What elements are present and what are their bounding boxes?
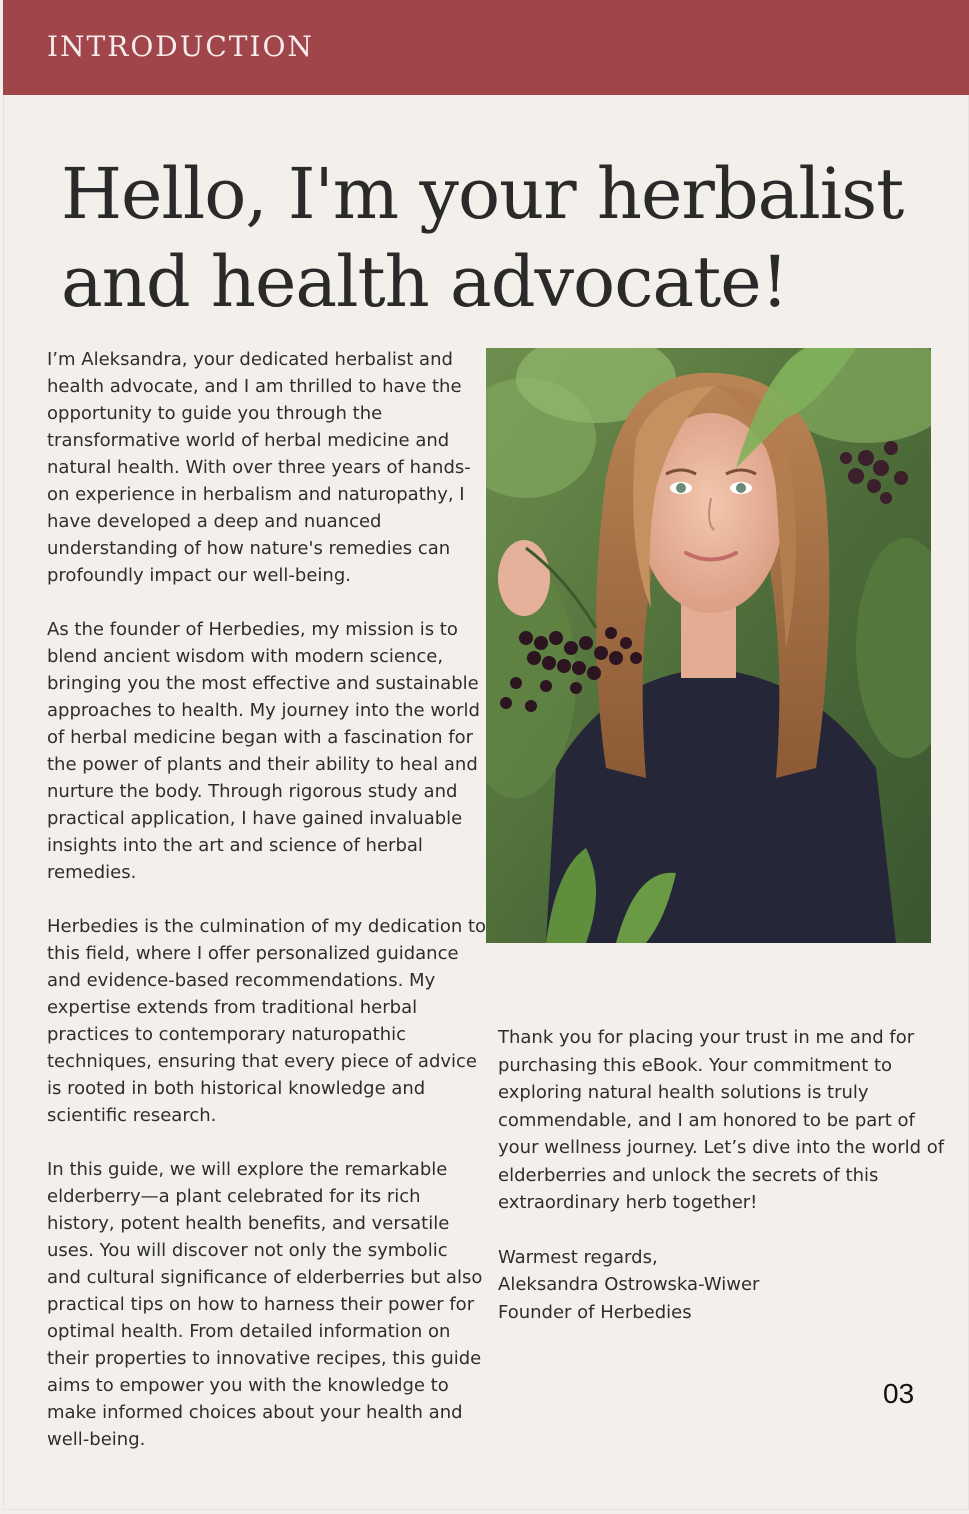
closing-text-column [498,1024,948,1353]
intro-text-column [47,346,487,1480]
page-number: 03 [883,1378,915,1409]
signoff-block [498,1244,948,1327]
thank-you-paragraph: Thank you for placing your trust in me and for purchasing this eBook. Your commitment to exploring natural health solutions is truly commendable, and I am honored to be part of your wellness journey. Let’s dive into the world of elderberries and unlock the secrets of this extraordinary herb together! [498,1027,945,1213]
intro-paragraph-2: As the founder of Herbedies, my mission is to blend ancient wisdom with modern science, bringing you the most effective and sustainable approaches to health. My journey into the world of herbal medicine began with a fascination for the power of plants and their ability to heal and nurture the body. Through rigorous study and practical application, I have gained invaluable insights into the art and science of herbal remedies. [47,619,480,883]
author-role: Founder of Herbedies [498,1301,692,1323]
intro-paragraph-4: In this guide, we will explore the remarkable elderberry—a plant celebrated for its rich history, potent health benefits, and versatile uses. You will discover not only the symbolic and cultural significance of elderberries but also practical tips on how to harness their power for optimal health. From detailed information on their properties to innovative recipes, this guide aims to empower you with the knowledge to make informed choices about your health and well-being. [47,1159,483,1450]
intro-paragraph-3: Herbedies is the culmination of my dedication to this field, where I offer personalized guidance and evidence-based recommendations. My expertise extends from traditional herbal practices to contemporary naturopathic techniques, ensuring that every piece of advice is rooted in both historical knowledge and scientific research. [47,916,487,1126]
intro-paragraph-1: I’m Aleksandra, your dedicated herbalist and health advocate, and I am thrilled to have the opportunity to guide you through the transformative world of herbal medicine and natural health. With over three years of hands-on experience in herbalism and naturopathy, I have developed a deep and nuanced understanding of how nature's remedies can profoundly impact our well-being. [47,349,471,586]
closing-line: Warmest regards, [498,1246,658,1268]
ebook-page [3,0,969,1510]
author-name: Aleksandra Ostrowska-Wiwer [498,1274,760,1295]
header-band [3,0,969,95]
author-portrait-illustration [486,348,931,943]
author-photo [486,348,931,943]
page-title: Hello, I'm your herbalist and health advocate! [61,153,904,323]
section-label: INTRODUCTION [47,30,314,63]
